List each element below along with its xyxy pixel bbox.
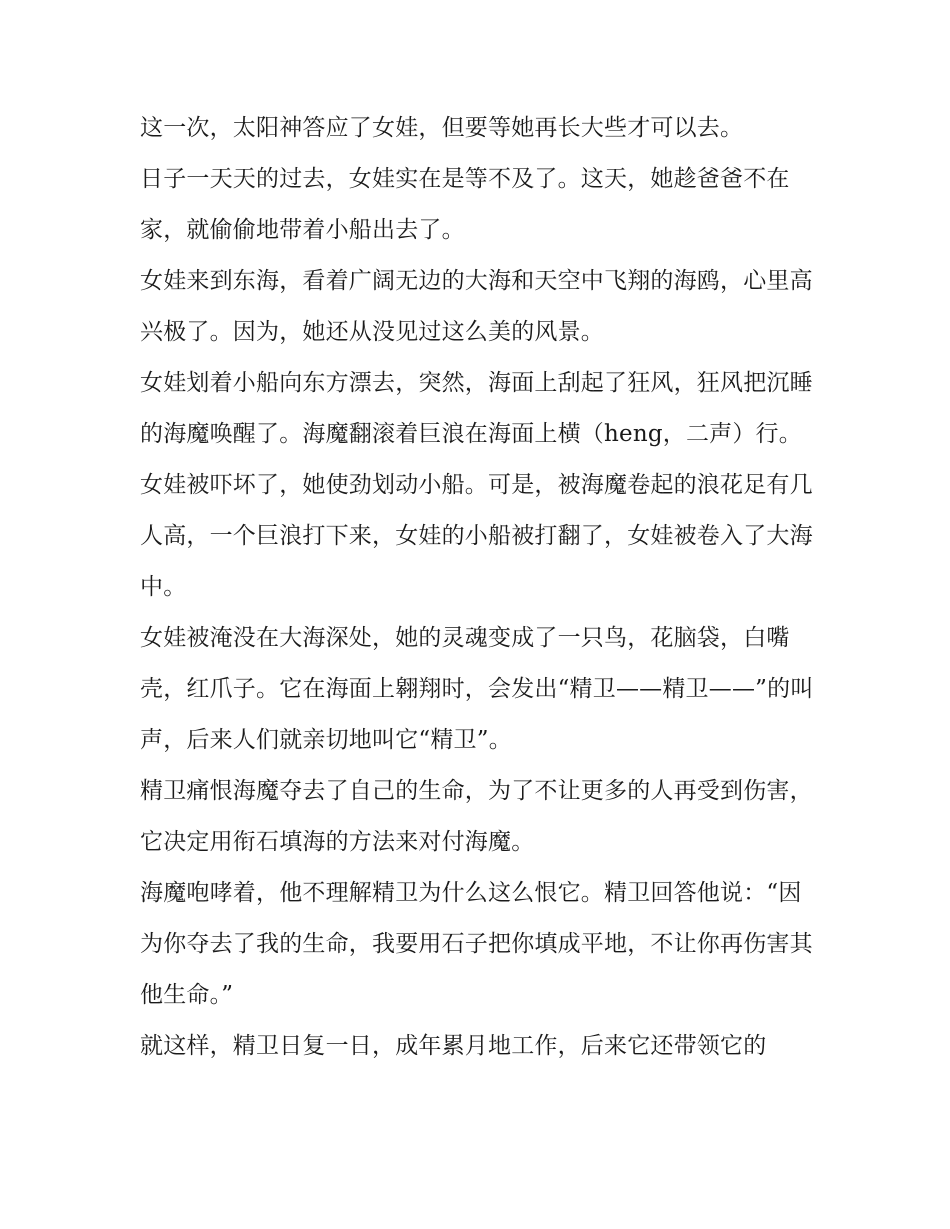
paragraph-2: 日子一天天的过去，女娃实在是等不及了。这天，她趁爸爸不在家，就偷偷地带着小船出去了。 [140,166,790,243]
paragraph-5: 女娃被吓坏了，她使劲划动小船。可是，被海魔卷起的浪花足有几人高，一个巨浪打下来，女娃的小船被打翻了，女娃被卷入了大海中。 [140,472,813,600]
paragraph-4: 女娃划着小船向东方漂去，突然，海面上刮起了狂风，狂风把沉睡的海魔唤醒了。海魔翻滚着巨浪在海面上横（heng，二声）行。 [140,370,813,447]
paragraph-9: 就这样，精卫日复一日，成年累月地工作，后来它还带领它的 [140,1033,767,1059]
paragraph-1: 这一次，太阳神答应了女娃，但要等她再长大些才可以去。 [140,115,744,141]
paragraph-8: 海魔咆哮着，他不理解精卫为什么这么恨它。精卫回答他说：“因为你夺去了我的生命，我要用石子把你填成平地，不让你再伤害其他生命。” [140,880,813,1008]
paragraph-6: 女娃被淹没在大海深处，她的灵魂变成了一只鸟，花脑袋，白嘴壳，红爪子。它在海面上翱翔时，会发出“精卫——精卫——”的叫声，后来人们就亲切地叫它“精卫”。 [140,625,814,753]
paragraph-3: 女娃来到东海，看着广阔无边的大海和天空中飞翔的海鸥，心里高兴极了。因为，她还从没见过这么美的风景。 [140,268,813,345]
paragraph-7: 精卫痛恨海魔夺去了自己的生命，为了不让更多的人再受到伤害，它决定用衔石填海的方法来对付海魔。 [140,778,813,855]
document-body [140,103,820,1072]
